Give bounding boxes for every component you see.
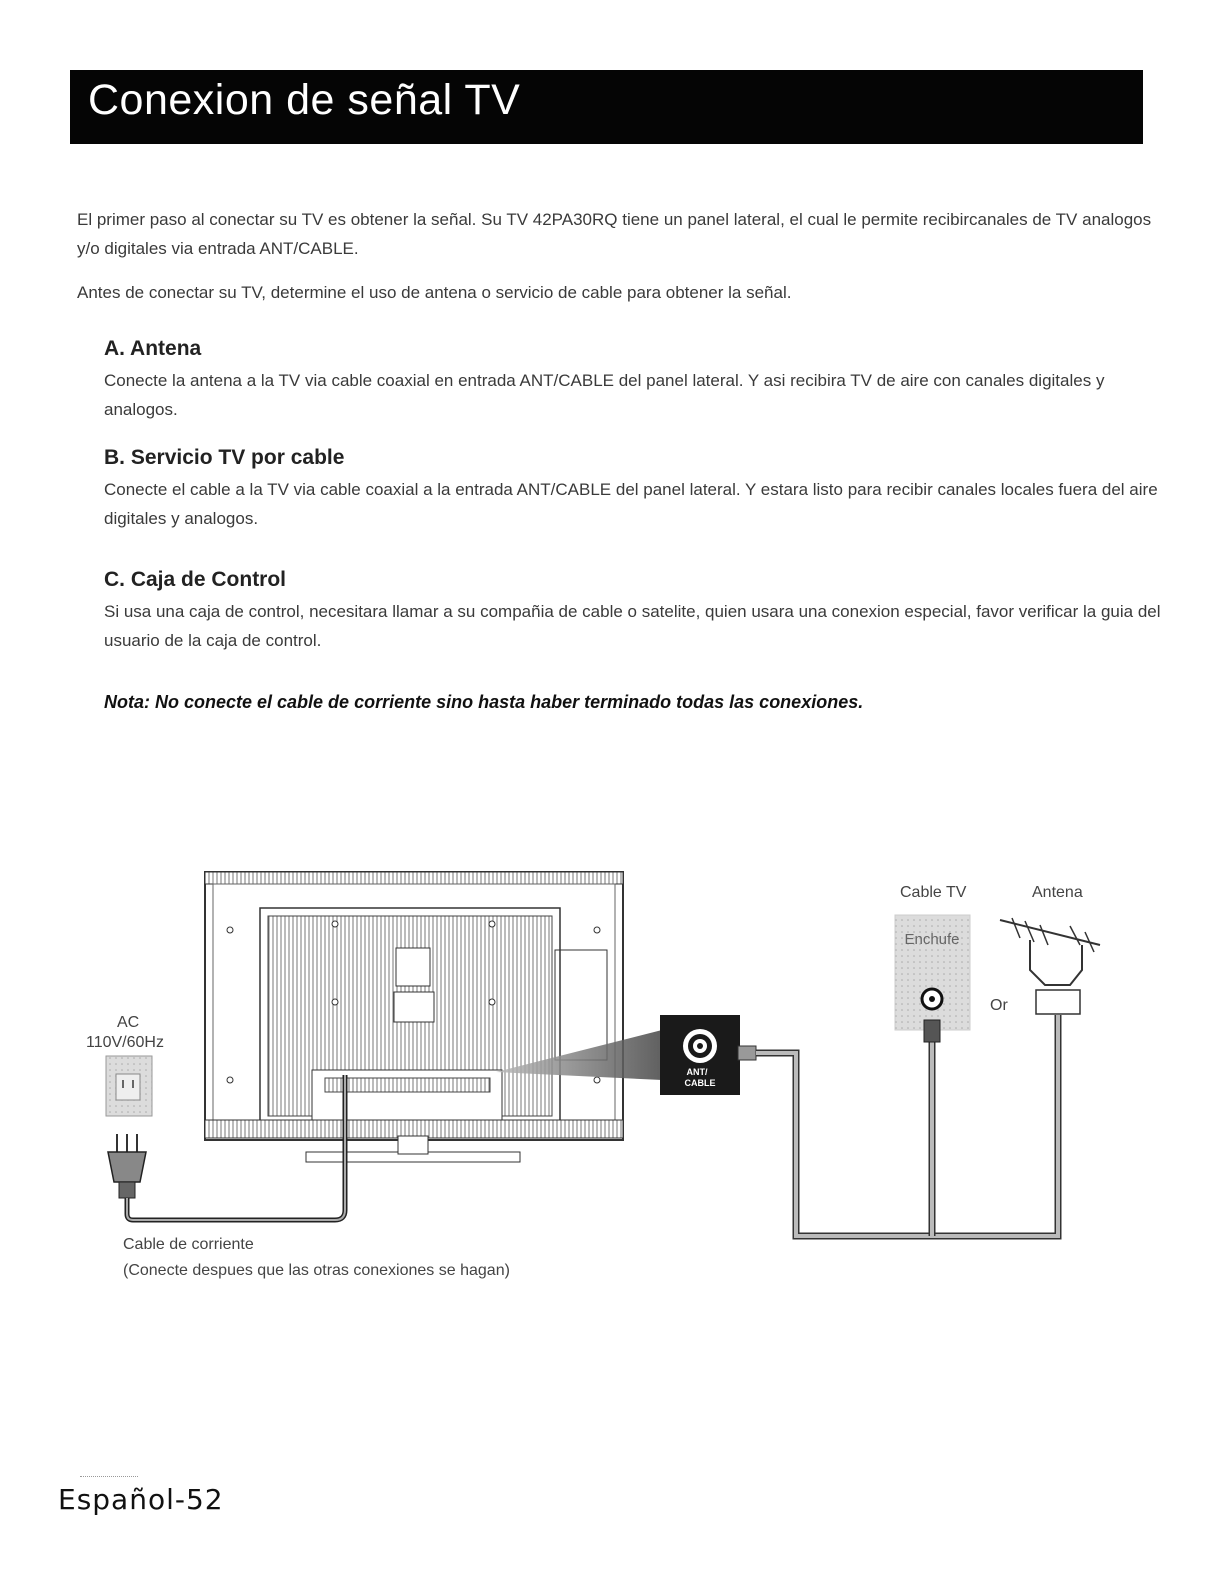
- page-number: Español-52: [58, 1483, 224, 1516]
- footer-rule: [80, 1476, 138, 1477]
- port-label-line-2: CABLE: [684, 1078, 716, 1088]
- intro-paragraph-2: Antes de conectar su TV, determine el uso de antena o servicio de cable para obtener la señal.: [77, 283, 792, 302]
- power-cord-caption-note: (Conecte despues que las otras conexiones se hagan): [123, 1262, 510, 1279]
- section-body-antena: Conecte la antena a la TV via cable coaxial en entrada ANT/CABLE del panel lateral. Y asi recibira TV de aire con canales digitales y analogos.: [104, 371, 1105, 419]
- voltage-label: 110V/60Hz: [86, 1034, 164, 1051]
- section-body-control-box: Si usa una caja de control, necesitara llamar a su compañia de cable o satelite, quien usara una conexion especial, favor verificar la guia del usuario de la caja de control.: [104, 602, 1161, 650]
- section-body-cable: Conecte el cable a la TV via cable coaxial a la entrada ANT/CABLE del panel lateral. Y estara listo para recibir canales locales fuera del aire digitales y analogos.: [104, 480, 1158, 528]
- coax-cable: [738, 1015, 1058, 1236]
- intro-paragraph-1: El primer paso al conectar su TV es obtener la señal. Su TV 42PA30RQ tiene un panel lateral, el cual le permite recibircanales de TV analogos y/o digitales via entrada ANT/CABLE.: [77, 210, 1152, 258]
- antenna-label: Antena: [1032, 884, 1083, 901]
- section-heading-control-box: C. Caja de Control: [104, 568, 287, 591]
- outlet-label: Enchufe: [904, 931, 960, 948]
- section-heading-cable: B. Servicio TV por cable: [104, 446, 345, 469]
- cable-tv-wall-outlet: [895, 915, 970, 1042]
- tv-back-illustration: [205, 872, 623, 1162]
- section-heading-antena: A. Antena: [104, 337, 202, 360]
- warning-note: Nota: No conecte el cable de corriente sino hasta haber terminado todas las conexiones.: [104, 692, 864, 712]
- cable-tv-label: Cable TV: [900, 884, 967, 901]
- power-cord-caption: Cable de corriente: [123, 1236, 254, 1253]
- antenna-icon: [1000, 918, 1100, 1014]
- page-title: Conexion de señal TV: [88, 76, 521, 124]
- ac-wall-socket: [106, 1056, 152, 1116]
- or-label: Or: [990, 997, 1008, 1014]
- ac-label: AC: [117, 1014, 140, 1031]
- port-label-line-1: ANT/: [686, 1067, 708, 1077]
